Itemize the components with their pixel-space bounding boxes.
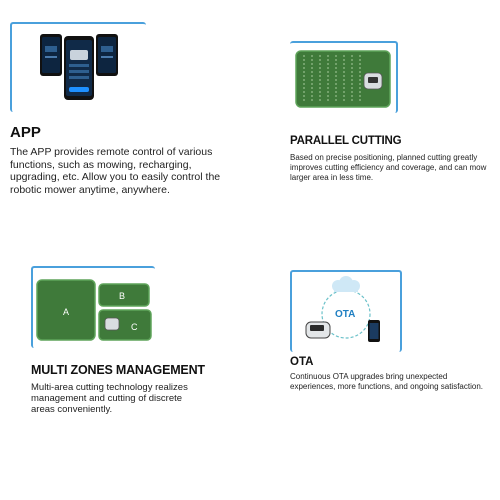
zone-label-c: C xyxy=(131,322,138,332)
app-image-frame xyxy=(10,22,146,112)
ota-description: Continuous OTA upgrades bring unexpected experiences, more functions, and ongoing satisfaction. xyxy=(290,372,484,391)
zones-illustration xyxy=(33,268,155,348)
zone-label-b: B xyxy=(119,291,126,301)
app-description: The APP provides remote control of various functions, such as mowing, recharging, upgrading, etc. Allow you to easily control the robotic mower anytime, anywhere. xyxy=(10,146,221,196)
multi-zones-title: MULTI ZONES MANAGEMENT xyxy=(31,363,205,377)
parallel-lawn-illustration xyxy=(290,43,396,113)
ota-badge: OTA xyxy=(335,309,356,320)
parallel-cutting-title: PARALLEL CUTTING xyxy=(290,135,402,147)
zone-label-a: A xyxy=(63,307,70,317)
robot-mower xyxy=(105,318,119,330)
cloud-icon xyxy=(332,276,360,292)
ota-image-frame xyxy=(290,270,402,352)
phones-illustration xyxy=(12,24,146,112)
parallel-cutting-image-frame xyxy=(290,41,398,113)
ota-title: OTA xyxy=(290,356,314,368)
multi-zones-image-frame xyxy=(31,266,155,348)
ota-illustration xyxy=(292,272,400,352)
multi-zones-description: Multi-area cutting technology realizes management and cutting of discrete areas conveniently. xyxy=(31,382,188,415)
parallel-cutting-description: Based on precise positioning, planned cutting greatly improves cutting efficiency and coverage, and can mow larger area in less time. xyxy=(290,153,487,182)
app-title: APP xyxy=(10,124,41,141)
